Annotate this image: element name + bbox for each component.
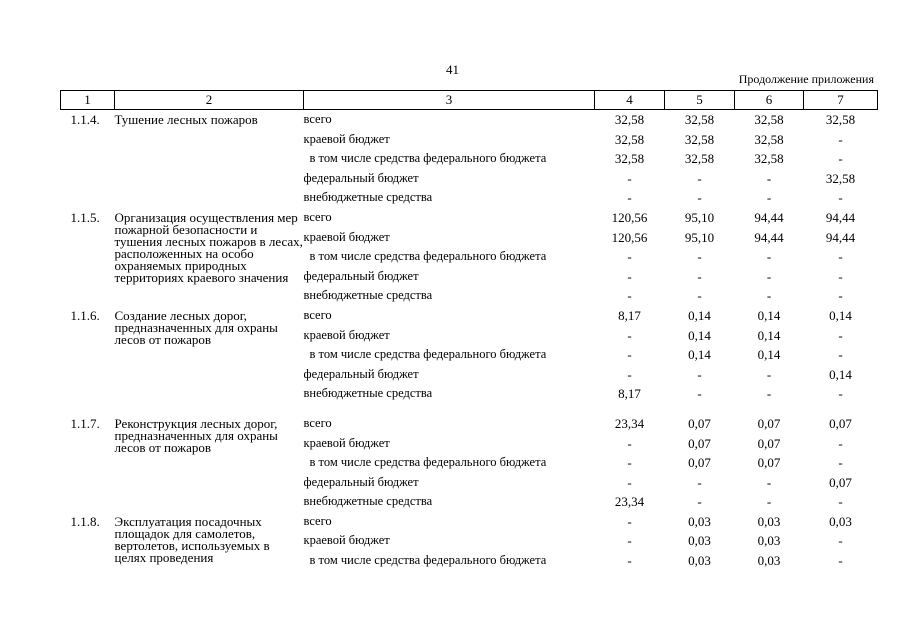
value-cell-col5: - — [697, 288, 702, 304]
value-cell-col6: 0,03 — [757, 513, 781, 529]
funding-category: всего — [303, 112, 332, 126]
value-cell-col4: 23,34 — [614, 494, 645, 510]
value-cell-col6: 0,14 — [757, 347, 781, 363]
funding-category: краевой бюджет — [303, 533, 390, 548]
budget-table — [60, 90, 878, 571]
table-row — [61, 306, 878, 326]
value-cell-col6: 32,58 — [754, 151, 784, 167]
funding-category: краевой бюджет — [303, 229, 390, 244]
value-cell-col6: 0,14 — [757, 307, 781, 323]
table-row — [61, 110, 878, 130]
value-cell-col4: - — [627, 513, 632, 529]
value-cell-col4: - — [627, 455, 632, 471]
value-cell-col7: 32,58 — [825, 112, 856, 127]
value-cell-col6: - — [766, 249, 772, 265]
item-name: Организация осуществления мер пожарной безопасности и тушения лесных пожаров в лесах, расположенных на особо охраняемых природных территориях краевого значения — [114, 209, 303, 285]
value-cell-col5: 0,07 — [688, 415, 711, 431]
value-cell-col7: - — [838, 533, 843, 549]
value-cell-col4: - — [627, 170, 632, 186]
value-cell-col7: - — [838, 553, 843, 569]
funding-category: федеральный бюджет — [303, 474, 419, 489]
value-cell-col5: 0,07 — [688, 455, 711, 471]
column-header-4: 4 — [595, 91, 665, 110]
value-cell-col4: - — [627, 366, 632, 382]
value-cell-col6: 32,58 — [754, 112, 784, 127]
value-cell-col7: 94,44 — [825, 229, 856, 245]
value-cell-col6: 94,44 — [754, 209, 784, 225]
value-cell-col7: 0,07 — [829, 415, 852, 431]
value-cell-col6: - — [766, 366, 772, 382]
funding-category: внебюджетные средства — [303, 288, 433, 303]
item-number: 1.1.4. — [70, 112, 100, 127]
funding-category: всего — [303, 513, 332, 528]
value-cell-col6: - — [766, 474, 772, 490]
value-cell-col7: - — [838, 190, 843, 206]
value-cell-col4: 8,17 — [618, 386, 641, 402]
funding-category: в том числе средства федерального бюджета — [309, 347, 547, 362]
value-cell-col6: 0,03 — [757, 533, 781, 549]
value-cell-col7: - — [838, 131, 843, 147]
value-cell-col5: 32,58 — [684, 151, 715, 167]
value-cell-col6: 0,03 — [757, 553, 781, 569]
value-cell-col5: 32,58 — [684, 131, 715, 147]
value-cell-col5: - — [697, 494, 702, 510]
value-cell-col5: - — [697, 249, 702, 265]
funding-category: федеральный бюджет — [303, 366, 419, 381]
continuation-label: Продолжение приложения — [738, 72, 874, 86]
value-cell-col5: 0,03 — [688, 553, 711, 569]
value-cell-col7: 0,14 — [829, 366, 852, 382]
value-cell-col6: - — [766, 170, 772, 186]
value-cell-col7: - — [838, 151, 843, 167]
funding-category: в том числе средства федерального бюджета — [309, 553, 547, 568]
value-cell-col4: 32,58 — [614, 151, 645, 167]
value-cell-col5: 0,03 — [688, 533, 711, 549]
value-cell-col5: 95,10 — [684, 209, 715, 225]
funding-category: внебюджетные средства — [303, 386, 433, 401]
value-cell-col4: 8,17 — [618, 307, 641, 323]
table-row — [61, 512, 878, 532]
value-cell-col6: 0,07 — [757, 435, 781, 451]
table-row — [61, 208, 878, 228]
group-spacer — [61, 404, 878, 414]
value-cell-col4: - — [627, 288, 632, 304]
value-cell-col7: 0,03 — [829, 513, 852, 529]
value-cell-col7: 32,58 — [825, 170, 856, 186]
value-cell-col4: 120,56 — [611, 209, 648, 225]
value-cell-col4: - — [627, 533, 632, 549]
item-name: Тушение лесных пожаров — [114, 112, 258, 127]
value-cell-col5: - — [697, 190, 702, 206]
value-cell-col4: 32,58 — [614, 131, 645, 147]
value-cell-col6: - — [766, 494, 772, 510]
funding-category: федеральный бюджет — [303, 170, 419, 185]
value-cell-col7: - — [838, 249, 843, 265]
value-cell-col6: 0,07 — [757, 415, 781, 431]
value-cell-col5: - — [697, 366, 702, 382]
value-cell-col7: - — [838, 347, 843, 363]
value-cell-col7: - — [838, 386, 843, 402]
value-cell-col6: 0,07 — [757, 455, 781, 471]
value-cell-col7: - — [838, 327, 843, 343]
value-cell-col7: - — [838, 455, 843, 471]
value-cell-col4: - — [627, 435, 632, 451]
value-cell-col6: 0,14 — [757, 327, 781, 343]
value-cell-col5: 0,14 — [688, 327, 711, 343]
funding-category: всего — [303, 209, 332, 224]
item-number: 1.1.5. — [70, 209, 100, 225]
value-cell-col6: - — [766, 268, 772, 284]
value-cell-col7: - — [838, 268, 843, 284]
item-name: Создание лесных дорог, предназначенных для охраны лесов от пожаров — [114, 307, 278, 347]
value-cell-col4: - — [627, 474, 632, 490]
value-cell-col6: - — [766, 190, 772, 206]
value-cell-col4: - — [627, 553, 632, 569]
value-cell-col5: 0,03 — [688, 513, 711, 529]
item-name: Реконструкция лесных дорог, предназначенных для охраны лесов от пожаров — [114, 415, 278, 455]
value-cell-col5: - — [697, 170, 702, 186]
value-cell-col4: 120,56 — [611, 229, 648, 245]
spacer-cell — [61, 404, 878, 414]
funding-category: краевой бюджет — [303, 327, 390, 342]
item-number: 1.1.8. — [70, 513, 100, 529]
value-cell-col6: - — [766, 288, 772, 304]
value-cell-col7: 0,07 — [829, 474, 852, 490]
item-number: 1.1.7. — [70, 415, 100, 431]
value-cell-col4: 32,58 — [614, 112, 645, 127]
value-cell-col4: - — [627, 327, 632, 343]
column-header-1: 1 — [61, 91, 115, 110]
value-cell-col5: - — [697, 386, 702, 402]
funding-category: внебюджетные средства — [303, 190, 433, 205]
page-number: 41 — [446, 62, 459, 77]
value-cell-col5: 0,14 — [688, 307, 711, 323]
value-cell-col7: 0,14 — [829, 307, 852, 323]
value-cell-col7: - — [838, 288, 843, 304]
value-cell-col4: - — [627, 347, 632, 363]
value-cell-col4: - — [627, 268, 632, 284]
value-cell-col5: 95,10 — [684, 229, 715, 245]
funding-category: в том числе средства федерального бюджета — [309, 249, 547, 264]
column-header-5: 5 — [665, 91, 735, 110]
funding-category: краевой бюджет — [303, 435, 390, 450]
column-header-6: 6 — [735, 91, 804, 110]
value-cell-col5: - — [697, 474, 702, 490]
value-cell-col7: - — [838, 494, 843, 510]
funding-category: внебюджетные средства — [303, 494, 433, 509]
value-cell-col4: - — [627, 190, 632, 206]
value-cell-col4: - — [627, 249, 632, 265]
value-cell-col5: 32,58 — [684, 112, 715, 127]
value-cell-col7: - — [838, 435, 843, 451]
funding-category: в том числе средства федерального бюджета — [309, 151, 547, 166]
value-cell-col5: 0,14 — [688, 347, 711, 363]
funding-category: всего — [303, 307, 332, 322]
table-body — [61, 110, 878, 571]
funding-category: в том числе средства федерального бюджета — [309, 455, 547, 470]
value-cell-col6: 32,58 — [754, 131, 784, 147]
column-header-7: 7 — [804, 91, 878, 110]
column-header-2: 2 — [115, 91, 304, 110]
table-row — [61, 414, 878, 434]
funding-category: федеральный бюджет — [303, 268, 419, 283]
value-cell-col5: 0,07 — [688, 435, 711, 451]
value-cell-col6: - — [766, 386, 772, 402]
value-cell-col4: 23,34 — [614, 415, 645, 431]
item-name: Эксплуатация посадочных площадок для самолетов, вертолетов, используемых в целях проведения — [114, 513, 270, 565]
value-cell-col5: - — [697, 268, 702, 284]
column-header-3: 3 — [304, 91, 595, 110]
funding-category: всего — [303, 415, 332, 430]
value-cell-col7: 94,44 — [825, 209, 856, 225]
value-cell-col6: 94,44 — [754, 229, 784, 245]
item-number: 1.1.6. — [70, 307, 100, 323]
column-header-row — [61, 91, 878, 110]
funding-category: краевой бюджет — [303, 131, 390, 146]
